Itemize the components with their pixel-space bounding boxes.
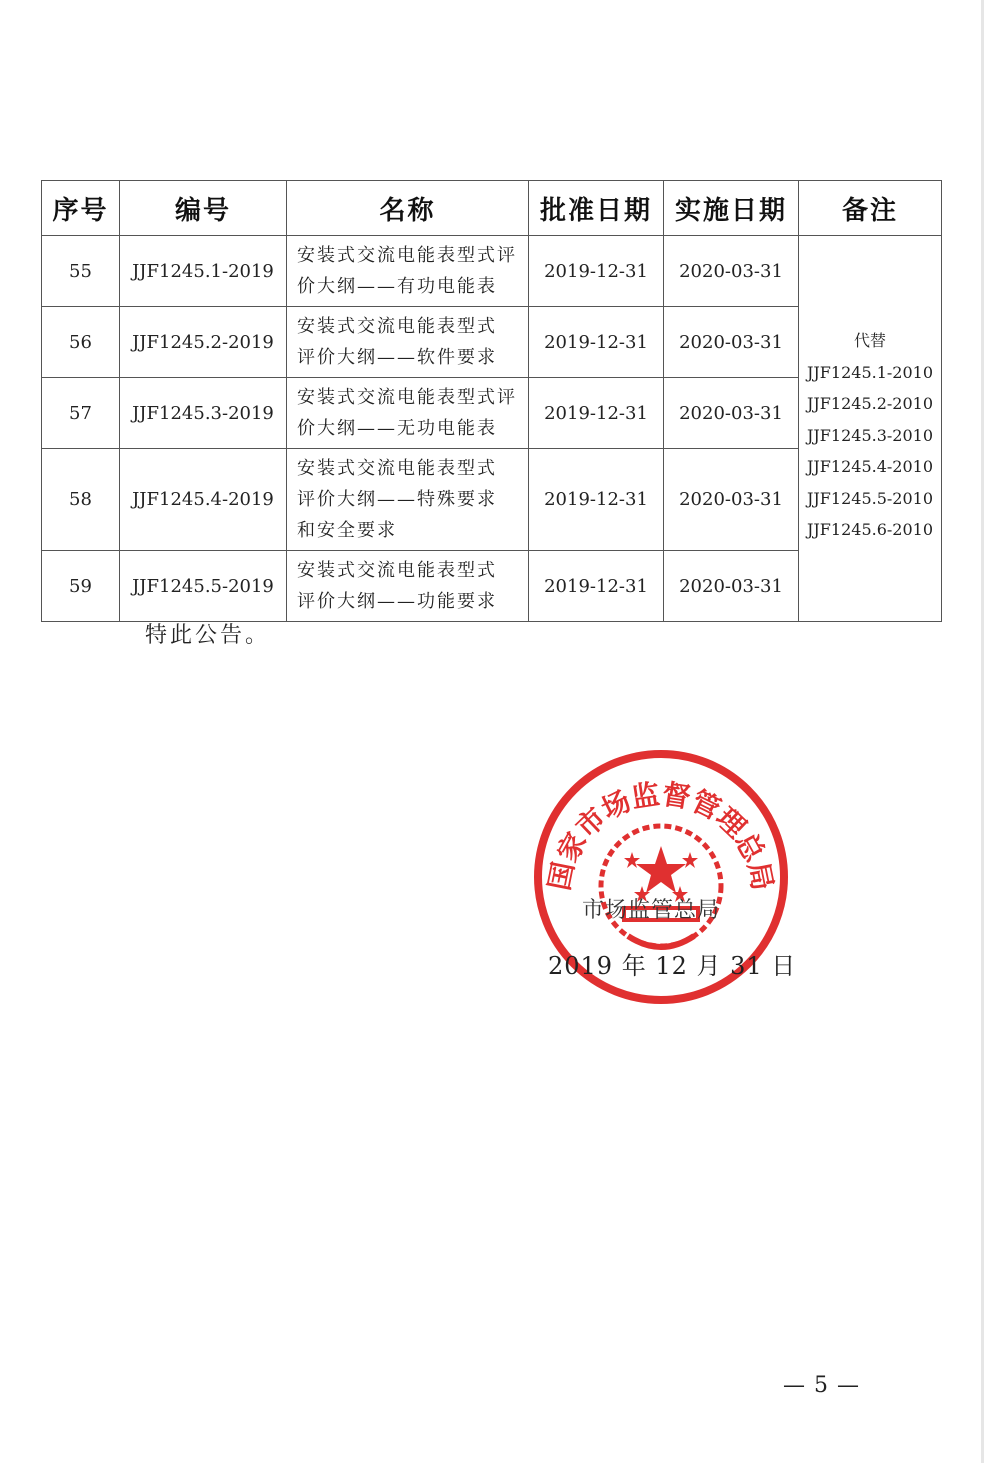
cell-approve-date: 2019-12-31 (529, 551, 664, 622)
remarks-item: JJF1245.3-2010 (806, 425, 934, 445)
small-star-icon (682, 852, 698, 868)
seal-ring-text: 国家市场监督管理总局 (542, 777, 780, 894)
page-number: — 5 — (783, 1373, 860, 1398)
table-header-row (42, 181, 942, 236)
cell-code: JJF1245.5-2019 (120, 551, 287, 622)
cell-serial: 58 (42, 449, 120, 551)
name-line: 安装式交流电能表型式评 (297, 387, 517, 408)
big-star-icon (636, 846, 686, 893)
signature-date: 2019 年 12 月 31 日 (548, 952, 797, 980)
header-effective-date: 实施日期 (664, 181, 799, 236)
cell-effective-date: 2020-03-31 (664, 236, 799, 307)
cell-remarks (799, 236, 942, 622)
name-line: 和安全要求 (297, 520, 397, 541)
header-name: 名称 (287, 181, 529, 236)
cell-name (287, 449, 529, 551)
name-line: 评价大纲——软件要求 (297, 347, 497, 368)
table-row (42, 236, 942, 307)
cell-code: JJF1245.1-2019 (120, 236, 287, 307)
header-approve-date: 批准日期 (529, 181, 664, 236)
closing-statement: 特此公告。 (145, 623, 271, 648)
cell-effective-date: 2020-03-31 (664, 378, 799, 449)
cell-code: JJF1245.4-2019 (120, 449, 287, 551)
remarks-item: JJF1245.2-2010 (806, 394, 934, 414)
name-line: 安装式交流电能表型式评 (297, 245, 517, 266)
cell-name (287, 378, 529, 449)
cell-code: JJF1245.2-2019 (120, 307, 287, 378)
cell-name (287, 236, 529, 307)
cell-effective-date: 2020-03-31 (664, 551, 799, 622)
cell-serial: 55 (42, 236, 120, 307)
cell-name (287, 307, 529, 378)
name-line: 安装式交流电能表型式 (297, 458, 497, 479)
cell-effective-date: 2020-03-31 (664, 307, 799, 378)
header-serial: 序号 (42, 181, 120, 236)
remarks-item: JJF1245.5-2010 (806, 488, 934, 508)
name-line: 安装式交流电能表型式 (297, 560, 497, 581)
cell-approve-date: 2019-12-31 (529, 307, 664, 378)
name-line: 价大纲——无功电能表 (297, 418, 497, 439)
header-remarks: 备注 (799, 181, 942, 236)
name-line: 评价大纲——功能要求 (297, 591, 497, 612)
cell-code: JJF1245.3-2019 (120, 378, 287, 449)
cell-approve-date: 2019-12-31 (529, 378, 664, 449)
small-star-icon (624, 852, 640, 868)
name-line: 价大纲——有功电能表 (297, 276, 497, 297)
remarks-item: JJF1245.6-2010 (806, 520, 934, 540)
cell-name (287, 551, 529, 622)
cell-effective-date: 2020-03-31 (664, 449, 799, 551)
cell-serial: 57 (42, 378, 120, 449)
header-code: 编号 (120, 181, 287, 236)
cell-serial: 56 (42, 307, 120, 378)
remarks-item: JJF1245.1-2010 (806, 362, 934, 382)
standards-table (41, 180, 942, 622)
remarks-item: JJF1245.4-2010 (806, 457, 934, 477)
name-line: 安装式交流电能表型式 (297, 316, 497, 337)
cell-approve-date: 2019-12-31 (529, 236, 664, 307)
signature-org: 市场监管总局 (582, 898, 721, 923)
name-line: 评价大纲——特殊要求 (297, 489, 497, 510)
cell-approve-date: 2019-12-31 (529, 449, 664, 551)
emblem-wheat-ring (601, 826, 721, 946)
cell-serial: 59 (42, 551, 120, 622)
remarks-label: 代替 (853, 331, 886, 351)
